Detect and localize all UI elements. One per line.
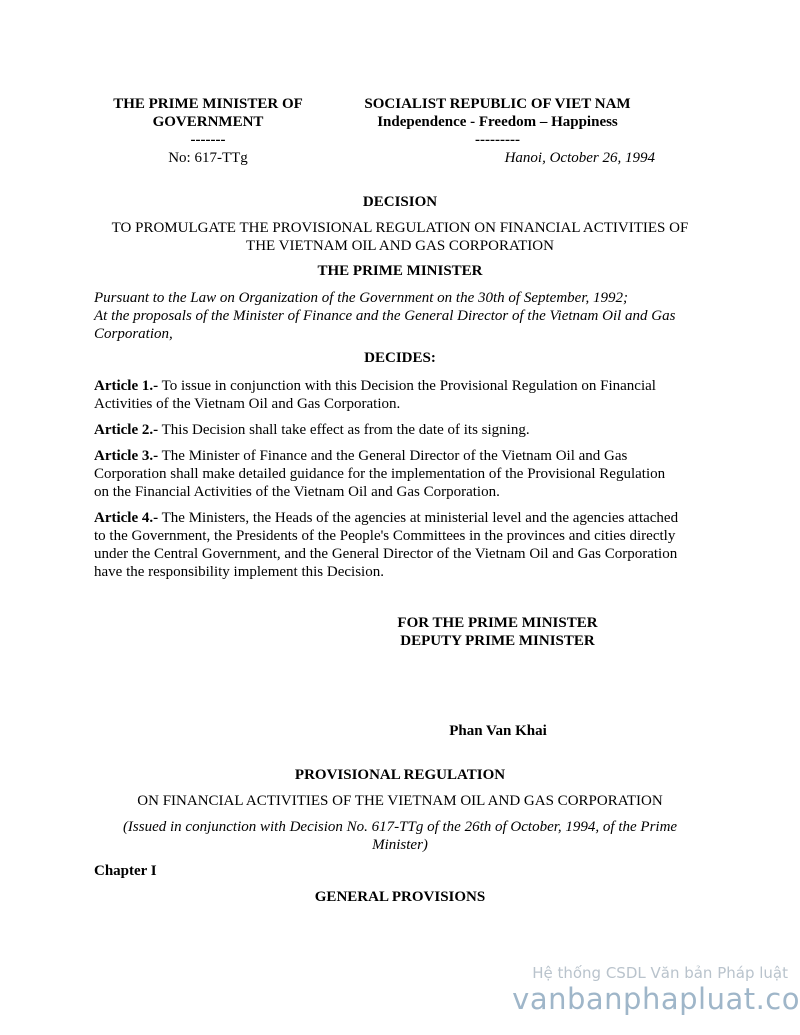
article-4-text-line-1: The Ministers, the Heads of the agencies at ministerial level and the agencies attached [158, 510, 679, 526]
signature-title-1: FOR THE PRIME MINISTER [397, 615, 598, 631]
chapter-label: Chapter I [94, 863, 157, 879]
preamble-line-3: Corporation, [94, 326, 173, 342]
regulation-title: ON FINANCIAL ACTIVITIES OF THE VIETNAM OIL AND GAS CORPORATION [137, 793, 663, 809]
article-3-text-line-1: The Minister of Finance and the General Director of the Vietnam Oil and Gas [158, 448, 628, 464]
regulation-issued-note [100, 818, 700, 854]
issuer-block [98, 95, 318, 149]
decision-title [94, 219, 706, 255]
regulation-heading: PROVISIONAL REGULATION [294, 767, 506, 783]
article-4-text-line-2: to the Government, the Presidents of the People's Committees in the provinces and cities directly [94, 528, 676, 544]
preamble-line-2: At the proposals of the Minister of Finance and the General Director of the Vietnam Oil and Gas [94, 308, 676, 324]
article-4-text-line-3: under the Central Government, and the General Director of the Vietnam Oil and Gas Corporation [94, 546, 678, 562]
issuer-divider: ------- [190, 132, 226, 148]
article-1-text-line-2: Activities of the Vietnam Oil and Gas Corporation. [94, 396, 401, 412]
signature-title-2: DEPUTY PRIME MINISTER [400, 633, 595, 649]
article-1-text-line-1: To issue in conjunction with this Decision the Provisional Regulation on Financial [158, 378, 656, 394]
chapter-title: GENERAL PROVISIONS [314, 889, 486, 905]
article-4-text-line-4: have the responsibility implement this Decision. [94, 564, 384, 580]
document-number: No: 617-TTg [168, 150, 248, 166]
document-date: Hanoi, October 26, 1994 [504, 150, 655, 166]
issuer-line-1: THE PRIME MINISTER OF [113, 96, 303, 112]
decision-title-line-1: TO PROMULGATE THE PROVISIONAL REGULATION ON FINANCIAL ACTIVITIES OF [111, 220, 689, 236]
article-3-label: Article 3.- [94, 448, 159, 464]
article-4-label: Article 4.- [94, 510, 159, 526]
article-2 [94, 421, 706, 439]
article-1 [94, 377, 706, 413]
article-2-text-line-1: This Decision shall take effect as from the date of its signing. [158, 422, 530, 438]
watermark-line-1: Hệ thống CSDL Văn bản Pháp luật [532, 964, 788, 982]
decides-heading: DECIDES: [364, 350, 436, 366]
article-1-label: Article 1.- [94, 378, 159, 394]
article-3 [94, 447, 706, 501]
signer-name: Phan Van Khai [449, 723, 547, 739]
article-4 [94, 509, 706, 581]
authority-heading: THE PRIME MINISTER [317, 263, 483, 279]
preamble [94, 289, 706, 343]
issuer-line-2: GOVERNMENT [152, 114, 264, 130]
nation-divider: --------- [475, 132, 520, 148]
watermark-site: vanbanphapluat.co [512, 982, 800, 1016]
decision-heading: DECISION [362, 194, 438, 210]
article-2-label: Article 2.- [94, 422, 159, 438]
article-3-text-line-2: Corporation shall make detailed guidance for the implementation of the Provisional Regulation [94, 466, 666, 482]
preamble-line-1: Pursuant to the Law on Organization of the Government on the 30th of September, 1992; [94, 290, 628, 306]
nation-block [345, 95, 650, 149]
nation-name: SOCIALIST REPUBLIC OF VIET NAM [364, 96, 631, 112]
regulation-issued-line-2: Minister) [372, 837, 428, 853]
regulation-issued-line-1: (Issued in conjunction with Decision No. 617-TTg of the 26th of October, 1994, of the Prime [122, 819, 678, 835]
article-3-text-line-3: on the Financial Activities of the Vietnam Oil and Gas Corporation. [94, 484, 500, 500]
nation-motto: Independence - Freedom – Happiness [377, 114, 618, 130]
decision-title-line-2: THE VIETNAM OIL AND GAS CORPORATION [246, 238, 554, 254]
